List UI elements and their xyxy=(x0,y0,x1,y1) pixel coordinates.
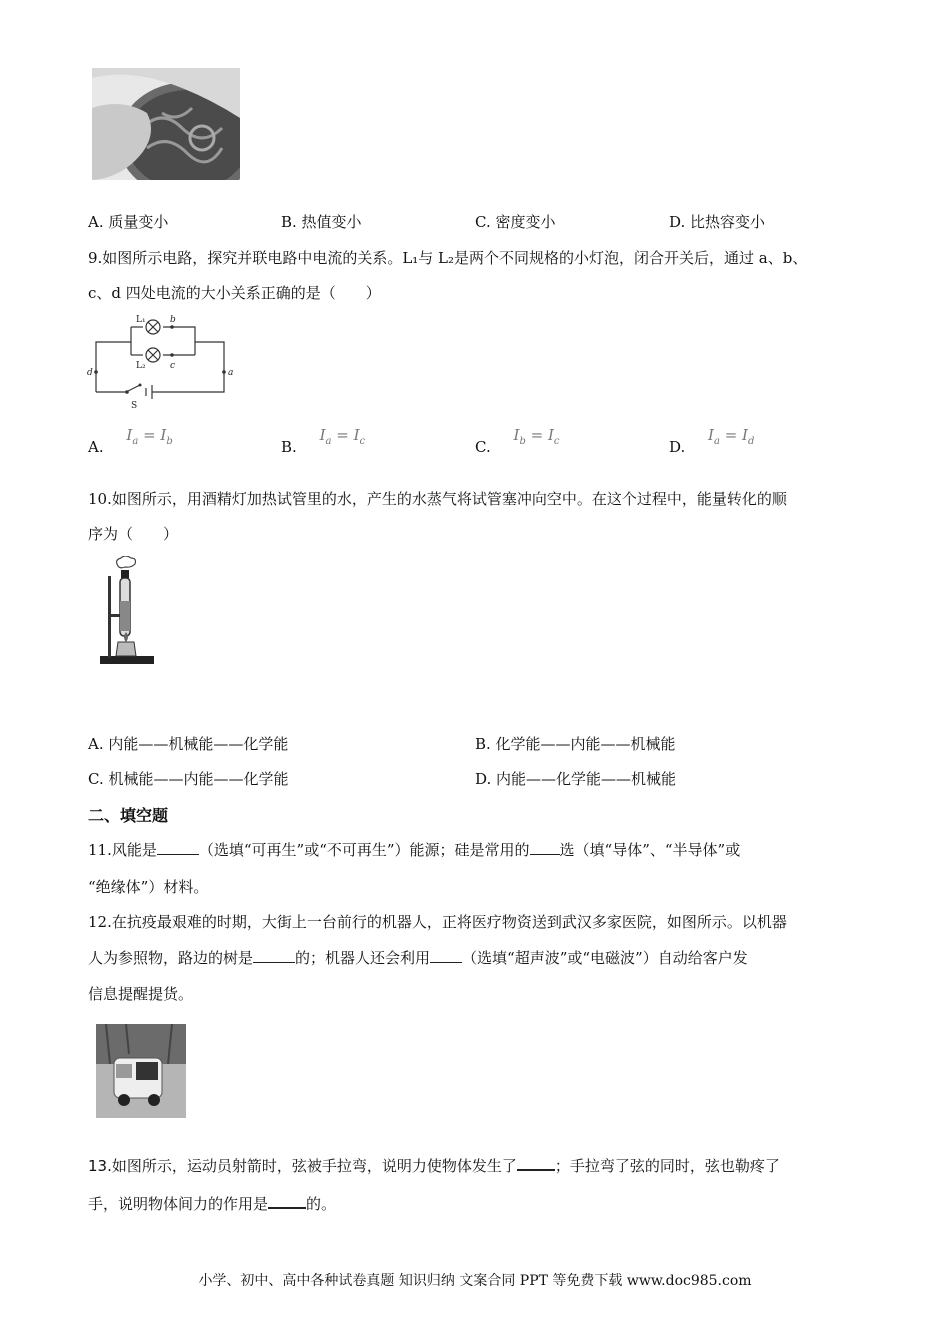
q8-option-c: C. 密度变小 xyxy=(475,213,556,231)
test-tube-apparatus xyxy=(96,556,158,668)
parallel-circuit-diagram xyxy=(84,312,244,412)
label-c: c xyxy=(170,361,176,371)
q9-option-d: D. $I_a = I_d$ xyxy=(669,426,755,456)
carved-sphere-photo xyxy=(92,68,240,180)
q11-text: （选填“可再生”或“不可再生”）能源；硅是常用的 xyxy=(198,841,530,859)
q13-text: ；手拉弯了弦的同时，弦也勒疼了 xyxy=(554,1157,780,1175)
q9-line-1: 9.如图所示电路，探究并联电路中电流的关系。L₁与 L₂是两个不同规格的小灯泡，闭合开关后，通过 a、b、 xyxy=(88,249,808,267)
label-l2: L₂ xyxy=(136,361,146,371)
q12-line-1: 12.在抗疫最艰难的时期，大街上一台前行的机器人，正将医疗物资送到武汉多家医院，如图所示。以机器 xyxy=(88,913,787,931)
q12-text: 人为参照物，路边的树是 xyxy=(88,949,254,967)
q13-line-2 xyxy=(88,1193,336,1214)
q12-line-3: 信息提醒提货。 xyxy=(88,985,194,1003)
q11-text: 选（填“导体”、“半导体”或 xyxy=(559,841,741,859)
subscript: b xyxy=(166,436,173,447)
q13-text: 的。 xyxy=(306,1195,337,1213)
label-l1: L₁ xyxy=(136,315,146,325)
subscript: a xyxy=(132,436,139,447)
q11-line-2: “绝缘体”）材料。 xyxy=(88,878,209,896)
q10-line-1: 10.如图所示，用酒精灯加热试管里的水，产生的水蒸气将试管塞冲向空中。在这个过程中，能量转化的顺 xyxy=(88,490,787,508)
q9-option-c: C. $I_b = I_c$ xyxy=(475,426,560,456)
q12-line-2 xyxy=(88,947,748,968)
subscript: a xyxy=(713,436,720,447)
subscript: d xyxy=(747,436,755,447)
q8-option-d: D. 比热容变小 xyxy=(669,213,766,231)
q8-option-b: B. 热值变小 xyxy=(281,213,362,231)
option-letter: D. xyxy=(669,438,686,456)
q9-option-b: B. $I_a = I_c$ xyxy=(281,426,366,456)
answer-blank[interactable] xyxy=(268,1193,306,1209)
q13-line-1 xyxy=(88,1155,780,1176)
q9-option-a: A. $I_a = I_b$ xyxy=(88,426,173,456)
q10-line-2: 序为（ ） xyxy=(88,525,179,543)
page-footer: 小学、初中、高中各种试卷真题 知识归纳 文案合同 PPT 等免费下载 www.doc985.com xyxy=(198,1273,752,1289)
section-heading: 二、填空题 xyxy=(88,806,169,825)
option-letter: B. xyxy=(281,438,297,456)
q9-line-2: c、d 四处电流的大小关系正确的是（ ） xyxy=(88,284,381,302)
subscript: c xyxy=(553,436,560,447)
answer-blank[interactable] xyxy=(517,1155,555,1171)
q8-option-a: A. 质量变小 xyxy=(88,213,169,231)
answer-blank[interactable] xyxy=(157,840,199,855)
answer-blank[interactable] xyxy=(253,948,295,963)
label-b: b xyxy=(170,315,176,325)
subscript: c xyxy=(359,436,366,447)
q11-text: 11.风能是 xyxy=(88,841,157,859)
subscript: a xyxy=(325,436,332,447)
option-letter: C. xyxy=(475,438,491,456)
q13-text: 手，说明物体间力的作用是 xyxy=(88,1195,269,1213)
q11-line-1 xyxy=(88,839,740,860)
q10-option-b: B. 化学能——内能——机械能 xyxy=(475,735,676,753)
q10-option-c: C. 机械能——内能——化学能 xyxy=(88,770,289,788)
answer-blank[interactable] xyxy=(430,948,462,963)
q13-text: 13.如图所示，运动员射箭时，弦被手拉弯，说明力使物体发生了 xyxy=(88,1157,517,1175)
label-a: a xyxy=(228,368,234,378)
label-d: d xyxy=(87,368,93,378)
q12-text: 的；机器人还会利用 xyxy=(295,949,431,967)
q10-option-d: D. 内能——化学能——机械能 xyxy=(475,770,677,788)
option-letter: A. xyxy=(88,438,104,456)
q10-option-a: A. 内能——机械能——化学能 xyxy=(88,735,289,753)
answer-blank[interactable] xyxy=(530,840,560,855)
label-s: S xyxy=(131,401,138,411)
q12-text: （选填“超声波”或“电磁波”）自动给客户发 xyxy=(462,949,748,967)
delivery-robot-photo xyxy=(96,1024,186,1118)
subscript: b xyxy=(519,436,526,447)
